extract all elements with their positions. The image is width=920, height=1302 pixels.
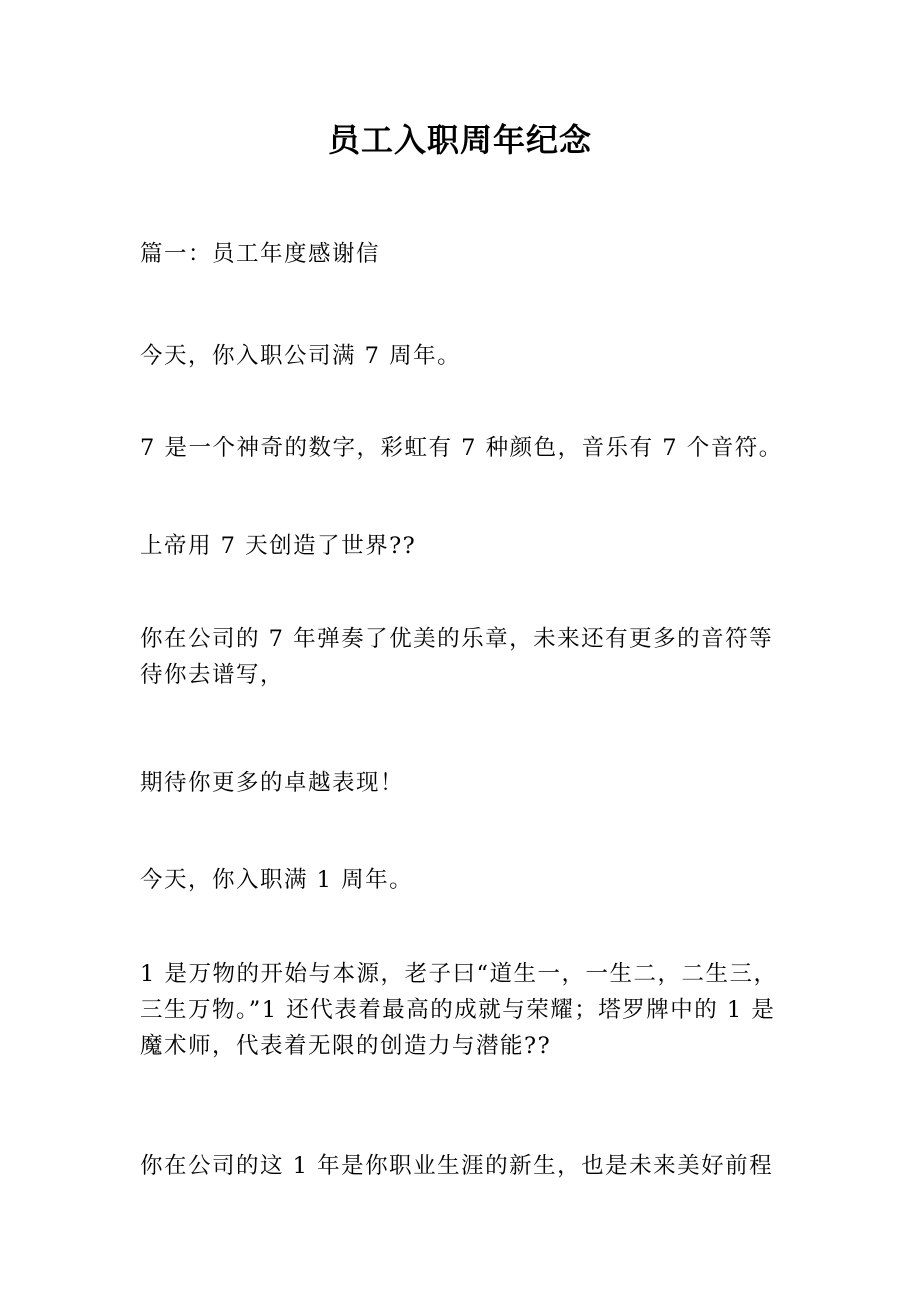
paragraph: 今天，你入职公司满 7 周年。 — [140, 343, 462, 369]
section-heading: 篇一：员工年度感谢信 — [140, 241, 381, 267]
paragraph: 你在公司的这 1 年是你职业生涯的新生，也是未来美好前程 — [140, 1153, 774, 1179]
paragraph: 你在公司的 7 年弹奏了优美的乐章，未来还有更多的音符等 待你去谱写， — [140, 626, 774, 688]
paragraph: 上帝用 7 天创造了世界?? — [140, 533, 417, 559]
paragraph: 7 是一个神奇的数字，彩虹有 7 种颜色，音乐有 7 个音符。 — [140, 435, 783, 461]
paragraph: 1 是万物的开始与本源，老子曰“道生一，一生二，二生三， 三生万物。”1 还代表着最高的成就与荣耀；塔罗牌中的 1 是 魔术师，代表着无限的创造力与潜能?? — [140, 961, 778, 1059]
paragraph: 期待你更多的卓越表现！ — [140, 770, 405, 796]
document-title: 员工入职周年纪念 — [327, 121, 592, 159]
paragraph: 今天，你入职满 1 周年。 — [140, 867, 414, 893]
